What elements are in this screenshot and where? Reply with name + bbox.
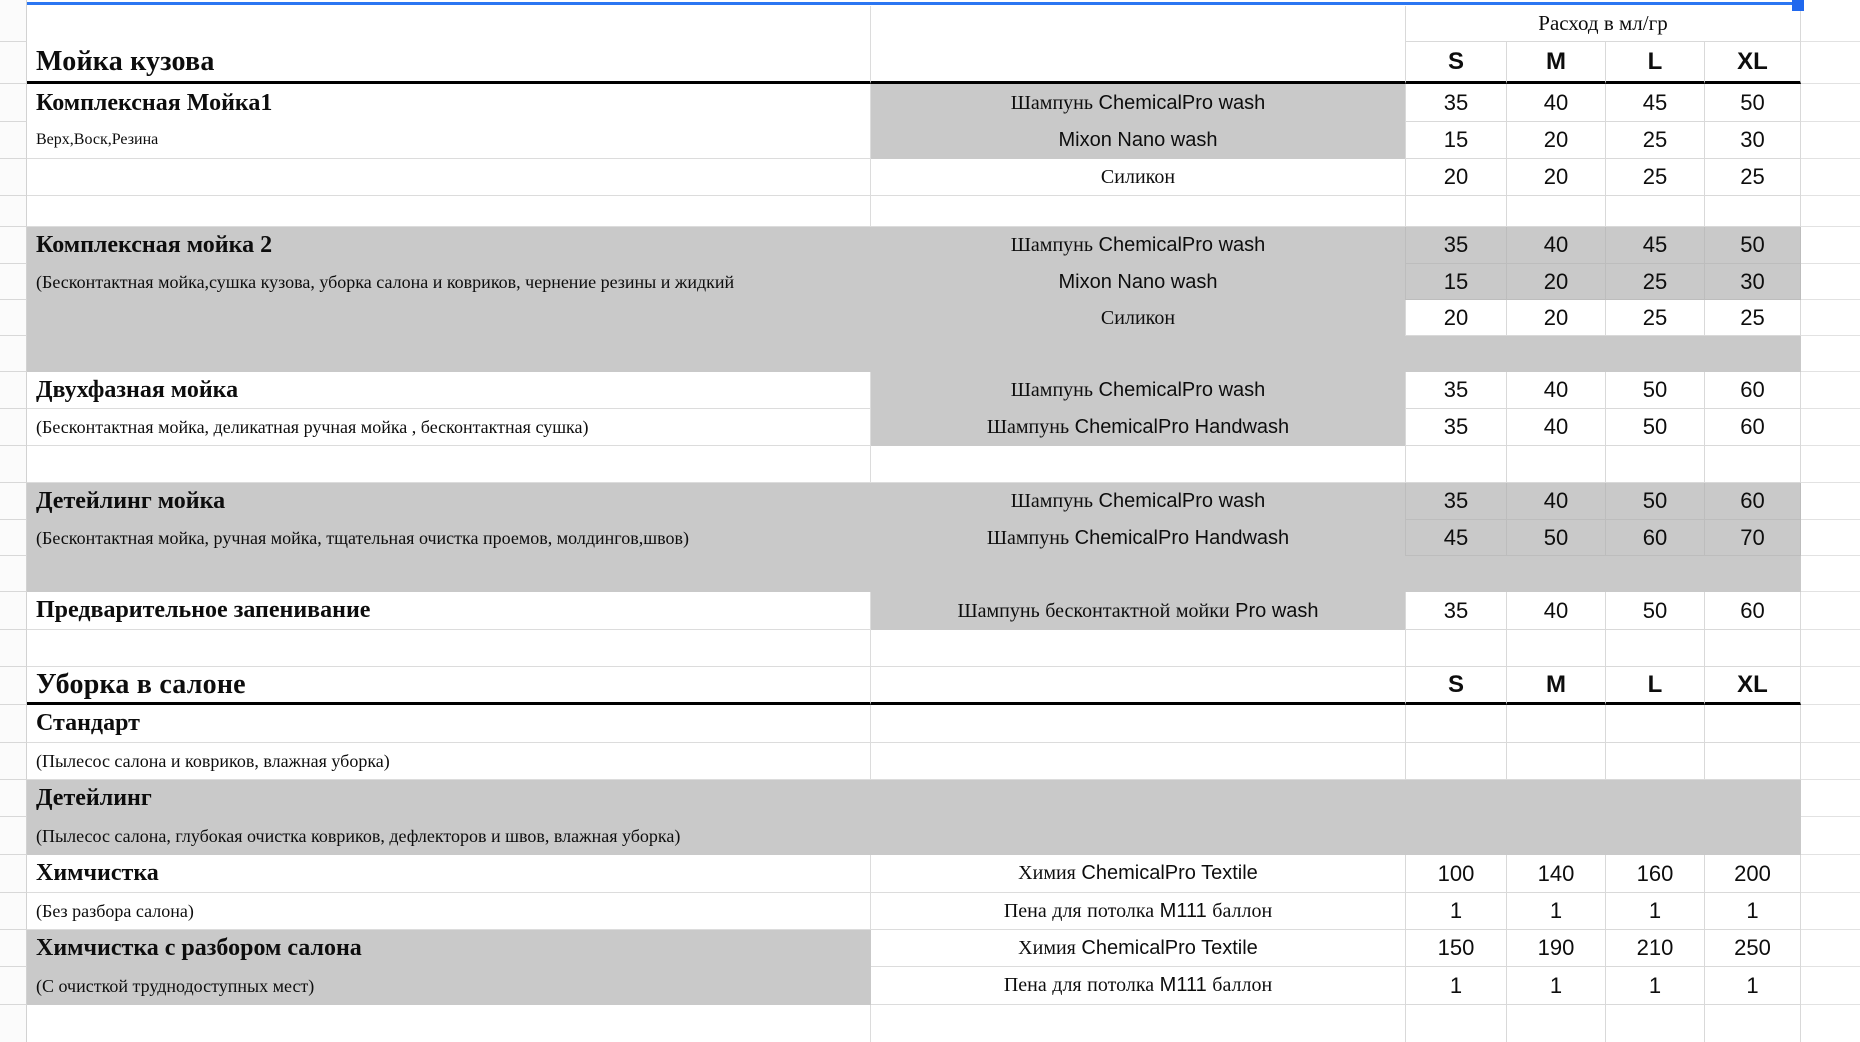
size-header-s[interactable]: S <box>1405 42 1507 84</box>
service-title[interactable]: Химчистка с разбором салона <box>27 930 871 967</box>
value-cell[interactable] <box>1606 1005 1705 1042</box>
value-cell[interactable]: 40 <box>1507 84 1606 122</box>
row-gutter <box>0 409 27 446</box>
value-cell[interactable] <box>1405 630 1507 667</box>
spreadsheet-cell[interactable] <box>27 1005 871 1042</box>
table-row <box>0 227 1860 264</box>
value-cell[interactable] <box>1507 743 1606 780</box>
table-row <box>0 336 1860 372</box>
service-note[interactable]: (Бесконтактная мойка, ручная мойка, тщательная очистка проемов, молдингов,швов) <box>27 520 871 556</box>
table-row <box>0 556 1860 592</box>
empty-column-cell <box>1801 227 1860 264</box>
size-header-s[interactable]: S <box>1405 667 1507 705</box>
value-cell[interactable] <box>1606 705 1705 743</box>
empty-column-cell <box>1801 1005 1860 1042</box>
empty-column-cell <box>1801 743 1860 780</box>
value-cell[interactable] <box>1405 196 1507 227</box>
value-cell[interactable]: 50 <box>1606 592 1705 630</box>
size-header-m[interactable]: M <box>1507 667 1606 705</box>
spreadsheet-cell[interactable] <box>27 446 871 483</box>
row-gutter <box>0 42 27 84</box>
row-gutter <box>0 667 27 705</box>
row-gutter <box>0 705 27 743</box>
value-cell[interactable]: 1 <box>1705 967 1801 1005</box>
value-cell[interactable]: 210 <box>1606 930 1705 967</box>
value-cell[interactable]: 60 <box>1606 520 1705 556</box>
product-cell[interactable]: Шампунь ChemicalPro wash <box>871 227 1405 264</box>
value-cell[interactable]: 20 <box>1507 300 1606 336</box>
value-cell[interactable] <box>1606 196 1705 227</box>
product-cell[interactable]: Mixon Nano wash <box>871 264 1405 300</box>
row-gutter <box>0 817 27 855</box>
row-gutter <box>0 855 27 893</box>
value-cell[interactable] <box>1606 336 1705 372</box>
value-cell[interactable] <box>1405 446 1507 483</box>
row-gutter <box>0 967 27 1005</box>
table-row <box>0 483 1860 520</box>
value-cell[interactable]: 1 <box>1405 893 1507 930</box>
table-row <box>0 705 1860 743</box>
table-row <box>0 409 1860 446</box>
spreadsheet-cell[interactable] <box>27 300 871 336</box>
table-row <box>0 122 1860 159</box>
value-cell[interactable]: 35 <box>1405 409 1507 446</box>
table-row <box>0 372 1860 409</box>
group-header[interactable]: Мойка кузова <box>27 42 871 84</box>
spreadsheet-cell[interactable] <box>27 336 871 372</box>
spreadsheet-cell[interactable] <box>871 667 1405 705</box>
empty-column-cell <box>1801 372 1860 409</box>
spreadsheet-cell[interactable] <box>871 446 1405 483</box>
empty-column-cell <box>1801 930 1860 967</box>
value-cell[interactable] <box>1606 743 1705 780</box>
empty-column-cell <box>1801 556 1860 592</box>
value-cell[interactable]: 45 <box>1606 84 1705 122</box>
table-row <box>0 446 1860 483</box>
size-header-m[interactable]: M <box>1507 42 1606 84</box>
value-cell[interactable] <box>1507 336 1606 372</box>
empty-column-cell <box>1801 196 1860 227</box>
value-cell[interactable]: 45 <box>1405 520 1507 556</box>
spreadsheet-cell[interactable] <box>871 196 1405 227</box>
spreadsheet-cell[interactable] <box>871 705 1405 743</box>
value-cell[interactable] <box>1705 1005 1801 1042</box>
value-cell[interactable]: 50 <box>1705 227 1801 264</box>
value-cell[interactable]: 25 <box>1705 159 1801 196</box>
value-cell[interactable]: 25 <box>1606 264 1705 300</box>
value-cell[interactable]: 40 <box>1507 227 1606 264</box>
row-gutter <box>0 300 27 336</box>
product-cell[interactable]: Химия ChemicalPro Textile <box>871 855 1405 893</box>
value-cell[interactable]: 35 <box>1405 483 1507 520</box>
value-cell[interactable] <box>1705 817 1801 855</box>
empty-column-cell <box>1801 84 1860 122</box>
empty-column-cell <box>1801 300 1860 336</box>
empty-column-cell <box>1801 122 1860 159</box>
row-gutter <box>0 6 27 42</box>
row-gutter <box>0 630 27 667</box>
service-title[interactable]: Детейлинг <box>27 780 871 817</box>
value-cell[interactable] <box>1606 817 1705 855</box>
value-cell[interactable]: 1 <box>1507 893 1606 930</box>
product-cell[interactable]: Шампунь ChemicalPro Handwash <box>871 520 1405 556</box>
table-row <box>0 743 1860 780</box>
value-cell[interactable]: 25 <box>1606 159 1705 196</box>
size-header-xl[interactable]: XL <box>1705 667 1801 705</box>
value-cell[interactable]: 250 <box>1705 930 1801 967</box>
value-cell[interactable]: 50 <box>1606 483 1705 520</box>
spreadsheet-cell[interactable] <box>871 42 1405 84</box>
service-title[interactable]: Предварительное запенивание <box>27 592 871 630</box>
empty-column-cell <box>1801 667 1860 705</box>
value-cell[interactable]: 15 <box>1405 122 1507 159</box>
value-cell[interactable]: 20 <box>1507 264 1606 300</box>
row-gutter <box>0 84 27 122</box>
table-row <box>0 1005 1860 1042</box>
size-header-xl[interactable]: XL <box>1705 42 1801 84</box>
product-cell[interactable]: Химия ChemicalPro Textile <box>871 930 1405 967</box>
value-cell[interactable]: 20 <box>1507 159 1606 196</box>
value-cell[interactable] <box>1606 780 1705 817</box>
spreadsheet-cell[interactable] <box>871 817 1405 855</box>
empty-column-cell <box>1801 409 1860 446</box>
spreadsheet-cell[interactable] <box>27 196 871 227</box>
spreadsheet-cell[interactable] <box>871 1005 1405 1042</box>
table-row <box>0 667 1860 705</box>
row-gutter <box>0 372 27 409</box>
row-gutter <box>0 227 27 264</box>
value-cell[interactable]: 200 <box>1705 855 1801 893</box>
value-cell[interactable]: 25 <box>1705 300 1801 336</box>
value-cell[interactable]: 40 <box>1507 592 1606 630</box>
service-title[interactable]: Стандарт <box>27 705 871 743</box>
service-title[interactable]: Детейлинг мойка <box>27 483 871 520</box>
empty-column-cell <box>1801 780 1860 817</box>
empty-column-cell <box>1801 520 1860 556</box>
value-cell[interactable]: 40 <box>1507 483 1606 520</box>
value-cell[interactable] <box>1705 705 1801 743</box>
value-cell[interactable] <box>1705 446 1801 483</box>
size-header-l[interactable]: L <box>1606 667 1705 705</box>
row-gutter <box>0 446 27 483</box>
value-cell[interactable]: 25 <box>1606 122 1705 159</box>
product-cell[interactable]: Силикон <box>871 300 1405 336</box>
row-gutter <box>0 264 27 300</box>
value-cell[interactable] <box>1507 446 1606 483</box>
spreadsheet-cell[interactable] <box>871 556 1405 592</box>
value-cell[interactable]: 50 <box>1705 84 1801 122</box>
service-note[interactable]: (Бесконтактная мойка, деликатная ручная мойка , бесконтактная сушка) <box>27 409 871 446</box>
product-cell[interactable]: Шампунь ChemicalPro wash <box>871 372 1405 409</box>
empty-column-cell <box>1801 855 1860 893</box>
empty-column-cell <box>1801 264 1860 300</box>
value-cell[interactable] <box>1405 556 1507 592</box>
empty-column-cell <box>1801 6 1860 42</box>
service-note[interactable]: (С очисткой труднодоступных мест) <box>27 967 871 1005</box>
value-cell[interactable]: 160 <box>1606 855 1705 893</box>
empty-column-cell <box>1801 42 1860 84</box>
row-gutter <box>0 893 27 930</box>
selection-handle[interactable] <box>1792 0 1804 11</box>
value-cell[interactable] <box>1705 336 1801 372</box>
service-title[interactable]: Двухфазная мойка <box>27 372 871 409</box>
product-cell[interactable]: Шампунь ChemicalPro Handwash <box>871 409 1405 446</box>
value-cell[interactable] <box>1606 446 1705 483</box>
value-cell[interactable] <box>1405 817 1507 855</box>
value-cell[interactable]: 50 <box>1606 372 1705 409</box>
service-note[interactable]: (Пылесос салона и ковриков, влажная уборка) <box>27 743 871 780</box>
value-cell[interactable] <box>1405 743 1507 780</box>
value-cell[interactable]: 35 <box>1405 372 1507 409</box>
value-cell[interactable] <box>1507 1005 1606 1042</box>
row-gutter <box>0 159 27 196</box>
table-row <box>0 42 1860 84</box>
value-cell[interactable]: 15 <box>1405 264 1507 300</box>
spreadsheet-cell[interactable] <box>871 336 1405 372</box>
product-cell[interactable]: Шампунь бесконтактной мойки Pro wash <box>871 592 1405 630</box>
product-cell[interactable]: Шампунь ChemicalPro wash <box>871 84 1405 122</box>
row-gutter <box>0 780 27 817</box>
empty-column-cell <box>1801 893 1860 930</box>
value-cell[interactable] <box>1705 556 1801 592</box>
consumption-header-cell[interactable]: Расход в мл/гр <box>1405 6 1801 42</box>
value-cell[interactable]: 150 <box>1405 930 1507 967</box>
empty-column-cell <box>1801 446 1860 483</box>
empty-column-cell <box>1801 967 1860 1005</box>
empty-column-cell <box>1801 705 1860 743</box>
value-cell[interactable]: 20 <box>1507 122 1606 159</box>
group-header[interactable]: Уборка в салоне <box>27 667 871 705</box>
value-cell[interactable]: 20 <box>1405 159 1507 196</box>
row-gutter <box>0 483 27 520</box>
value-cell[interactable]: 1 <box>1507 967 1606 1005</box>
empty-column-cell <box>1801 159 1860 196</box>
service-title[interactable]: Химчистка <box>27 855 871 893</box>
value-cell[interactable]: 30 <box>1705 122 1801 159</box>
value-cell[interactable] <box>1705 780 1801 817</box>
value-cell[interactable] <box>1405 1005 1507 1042</box>
value-cell[interactable]: 25 <box>1606 300 1705 336</box>
value-cell[interactable]: 140 <box>1507 855 1606 893</box>
table-row <box>0 893 1860 930</box>
spreadsheet-cell[interactable] <box>27 159 871 196</box>
value-cell[interactable]: 60 <box>1705 372 1801 409</box>
value-cell[interactable] <box>1507 817 1606 855</box>
service-note[interactable]: Верх,Воск,Резина <box>27 122 871 159</box>
value-cell[interactable] <box>1405 705 1507 743</box>
value-cell[interactable]: 35 <box>1405 227 1507 264</box>
product-cell[interactable]: Пена для потолка M111 баллон <box>871 967 1405 1005</box>
table-row <box>0 520 1860 556</box>
service-note[interactable]: (Бесконтактная мойка,сушка кузова, уборка салона и ковриков, чернение резины и жидкий <box>27 264 871 300</box>
empty-column-cell <box>1801 630 1860 667</box>
value-cell[interactable]: 1 <box>1705 893 1801 930</box>
table-row <box>0 817 1860 855</box>
table-row <box>0 855 1860 893</box>
value-cell[interactable]: 1 <box>1606 893 1705 930</box>
table-row <box>0 84 1860 122</box>
spreadsheet-cell[interactable] <box>27 556 871 592</box>
table-row <box>0 630 1860 667</box>
spreadsheet-cell[interactable] <box>871 743 1405 780</box>
value-cell[interactable]: 60 <box>1705 409 1801 446</box>
empty-column-cell <box>1801 483 1860 520</box>
product-cell[interactable]: Mixon Nano wash <box>871 122 1405 159</box>
value-cell[interactable]: 35 <box>1405 84 1507 122</box>
table-row <box>0 967 1860 1005</box>
value-cell[interactable] <box>1507 196 1606 227</box>
value-cell[interactable] <box>1405 336 1507 372</box>
value-cell[interactable] <box>1705 196 1801 227</box>
empty-column-cell <box>1801 817 1860 855</box>
table-row <box>0 300 1860 336</box>
empty-column-cell <box>1801 592 1860 630</box>
value-cell[interactable]: 45 <box>1606 227 1705 264</box>
product-cell[interactable]: Силикон <box>871 159 1405 196</box>
product-cell[interactable]: Пена для потолка M111 баллон <box>871 893 1405 930</box>
selection-border <box>27 2 1793 5</box>
value-cell[interactable] <box>1606 556 1705 592</box>
row-gutter <box>0 556 27 592</box>
spreadsheet-cell[interactable] <box>27 6 871 42</box>
value-cell[interactable] <box>1507 630 1606 667</box>
empty-column-cell <box>1801 336 1860 372</box>
value-cell[interactable] <box>1507 705 1606 743</box>
row-gutter <box>0 592 27 630</box>
table-row <box>0 930 1860 967</box>
row-gutter <box>0 1005 27 1042</box>
value-cell[interactable]: 40 <box>1507 409 1606 446</box>
value-cell[interactable] <box>1405 780 1507 817</box>
value-cell[interactable]: 20 <box>1405 300 1507 336</box>
value-cell[interactable]: 70 <box>1705 520 1801 556</box>
spreadsheet-cell[interactable] <box>871 780 1405 817</box>
value-cell[interactable]: 60 <box>1705 592 1801 630</box>
value-cell[interactable] <box>1705 630 1801 667</box>
value-cell[interactable]: 100 <box>1405 855 1507 893</box>
value-cell[interactable]: 30 <box>1705 264 1801 300</box>
value-cell[interactable]: 40 <box>1507 372 1606 409</box>
value-cell[interactable] <box>1705 743 1801 780</box>
table-row <box>0 196 1860 227</box>
table-row <box>0 780 1860 817</box>
value-cell[interactable] <box>1606 630 1705 667</box>
row-gutter <box>0 743 27 780</box>
service-note[interactable]: (Без разбора салона) <box>27 893 871 930</box>
table-row <box>0 159 1860 196</box>
table-row <box>0 592 1860 630</box>
spreadsheet-cell[interactable] <box>27 630 871 667</box>
row-gutter <box>0 122 27 159</box>
product-cell[interactable]: Шампунь ChemicalPro wash <box>871 483 1405 520</box>
row-gutter <box>0 930 27 967</box>
table-row <box>0 6 1860 42</box>
row-gutter <box>0 520 27 556</box>
size-header-l[interactable]: L <box>1606 42 1705 84</box>
value-cell[interactable] <box>1507 780 1606 817</box>
service-note[interactable]: (Пылесос салона, глубокая очистка ковриков, дефлекторов и швов, влажная уборка) <box>27 817 871 855</box>
row-gutter <box>0 336 27 372</box>
table-row <box>0 264 1860 300</box>
value-cell[interactable]: 1 <box>1606 967 1705 1005</box>
value-cell[interactable] <box>1507 556 1606 592</box>
service-title[interactable]: Комплексная мойка 2 <box>27 227 871 264</box>
row-gutter <box>0 196 27 227</box>
value-cell[interactable]: 190 <box>1507 930 1606 967</box>
value-cell[interactable]: 1 <box>1405 967 1507 1005</box>
value-cell[interactable]: 50 <box>1507 520 1606 556</box>
spreadsheet-cell[interactable] <box>871 6 1405 42</box>
value-cell[interactable]: 60 <box>1705 483 1801 520</box>
value-cell[interactable]: 50 <box>1606 409 1705 446</box>
service-title[interactable]: Комплексная Мойка1 <box>27 84 871 122</box>
spreadsheet-cell[interactable] <box>871 630 1405 667</box>
value-cell[interactable]: 35 <box>1405 592 1507 630</box>
